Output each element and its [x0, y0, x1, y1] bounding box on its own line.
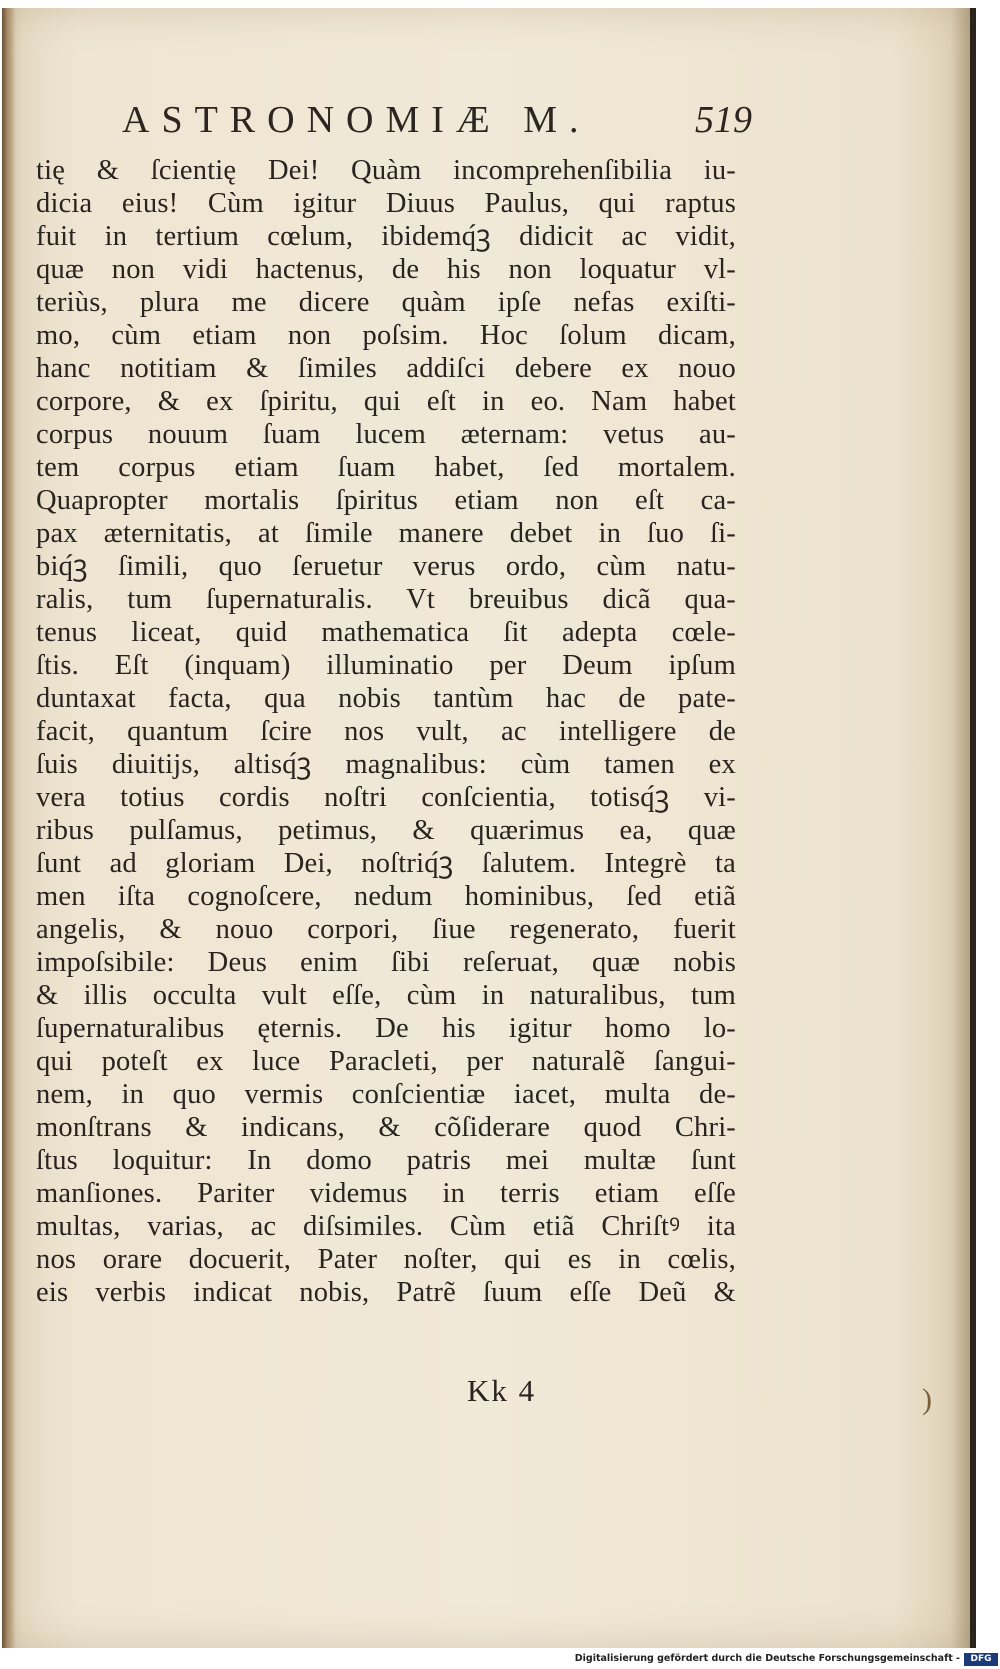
text-line: qui poteſt ex luce Paracleti, per naturalẽ ſangui-	[36, 1046, 736, 1077]
running-head	[122, 98, 752, 150]
text-line: facit, quantum ſcire nos vult, ac intelligere de	[36, 716, 736, 747]
text-line: tenus liceat, quid mathematica ſit adepta cœle-	[36, 617, 736, 648]
text-line: duntaxat facta, qua nobis tantùm hac de pate-	[36, 683, 736, 714]
text-line: dicia eius! Cùm igitur Diuus Paulus, qui raptus	[36, 188, 736, 219]
text-line: angelis, & nouo corpori, ſiue regenerato, fuerit	[36, 914, 736, 945]
text-line: corpore, & ex ſpiritu, qui eſt in eo. Nam habet	[36, 386, 736, 417]
text-line: nos orare docuerit, Pater noſter, qui es in cœlis,	[36, 1244, 736, 1275]
page-number: 519	[695, 99, 752, 141]
text-line: corpus nouum ſuam lucem æternam: vetus au-	[36, 419, 736, 450]
margin-mark: )	[922, 1383, 932, 1416]
text-line: eis verbis indicat nobis, Patrẽ ſuum eſſe Deũ &	[36, 1277, 736, 1308]
text-line: monſtrans & indicans, & cõſiderare quod Chri-	[36, 1112, 736, 1143]
text-line: Quapropter mortalis ſpiritus etiam non eſt ca-	[36, 485, 736, 516]
text-line: mo, cùm etiam non poſsim. Hoc ſolum dicam,	[36, 320, 736, 351]
body-text	[36, 154, 736, 1309]
signature-mark: Kk 4	[467, 1373, 537, 1408]
text-line: impoſsibile: Deus enim ſibi reſeruat, quæ nobis	[36, 947, 736, 978]
text-line: & illis occulta vult eſſe, cùm in naturalibus, tum	[36, 980, 736, 1011]
book-page	[2, 8, 976, 1648]
text-line: tię & ſcientię Dei! Quàm incomprehenſibilia iu-	[36, 155, 736, 186]
text-line: vera totius cordis noſtri conſcientia, totisq́ꝫ vi-	[36, 782, 736, 813]
text-line: manſiones. Pariter videmus in terris etiam eſſe	[36, 1178, 736, 1209]
dfg-logo[interactable]: DFG	[964, 1653, 998, 1666]
text-line: hanc notitiam & ſimiles addiſci debere ex nouo	[36, 353, 736, 384]
text-line: teriùs, plura me dicere quàm ipſe nefas exiſti-	[36, 287, 736, 318]
text-line: ſtis. Eſt (inquam) illuminatio per Deum ipſum	[36, 650, 736, 681]
running-title: ASTRONOMIÆ M.	[122, 99, 591, 141]
text-line: ſunt ad gloriam Dei, noſtriq́ꝫ ſalutem. Integrè ta	[36, 848, 736, 879]
text-line: ſuis diuitijs, altisq́ꝫ magnalibus: cùm tamen ex	[36, 749, 736, 780]
text-line: ralis, tum ſupernaturalis. Vt breuibus dicã qua-	[36, 584, 736, 615]
text-line: nem, in quo vermis conſcientiæ iacet, multa de-	[36, 1079, 736, 1110]
text-line: biq́ꝫ ſimili, quo ſeruetur verus ordo, cùm natu-	[36, 551, 736, 582]
text-line: men iſta cognoſcere, nedum hominibus, ſed etiã	[36, 881, 736, 912]
text-line: multas, varias, ac diſsimiles. Cùm etiã Chriſtꝰ ita	[36, 1211, 736, 1242]
text-line: quæ non vidi hactenus, de his non loquatur vl-	[36, 254, 736, 285]
text-line: fuit in tertium cœlum, ibidemq́ꝫ didicit ac vidit,	[36, 221, 736, 252]
text-line: ribus pulſamus, petimus, & quærimus ea, quæ	[36, 815, 736, 846]
text-line: tem corpus etiam ſuam habet, ſed mortalem.	[36, 452, 736, 483]
funding-credit: Digitalisierung gefördert durch die Deutsche Forschungsgemeinschaft -	[574, 1653, 960, 1664]
text-line: ſupernaturalibus ęternis. De his igitur homo lo-	[36, 1013, 736, 1044]
text-line: pax æternitatis, at ſimile manere debet in ſuo ſi-	[36, 518, 736, 549]
text-line: ſtus loquitur: In domo patris mei multæ ſunt	[36, 1145, 736, 1176]
digitization-footer	[0, 1652, 1000, 1669]
